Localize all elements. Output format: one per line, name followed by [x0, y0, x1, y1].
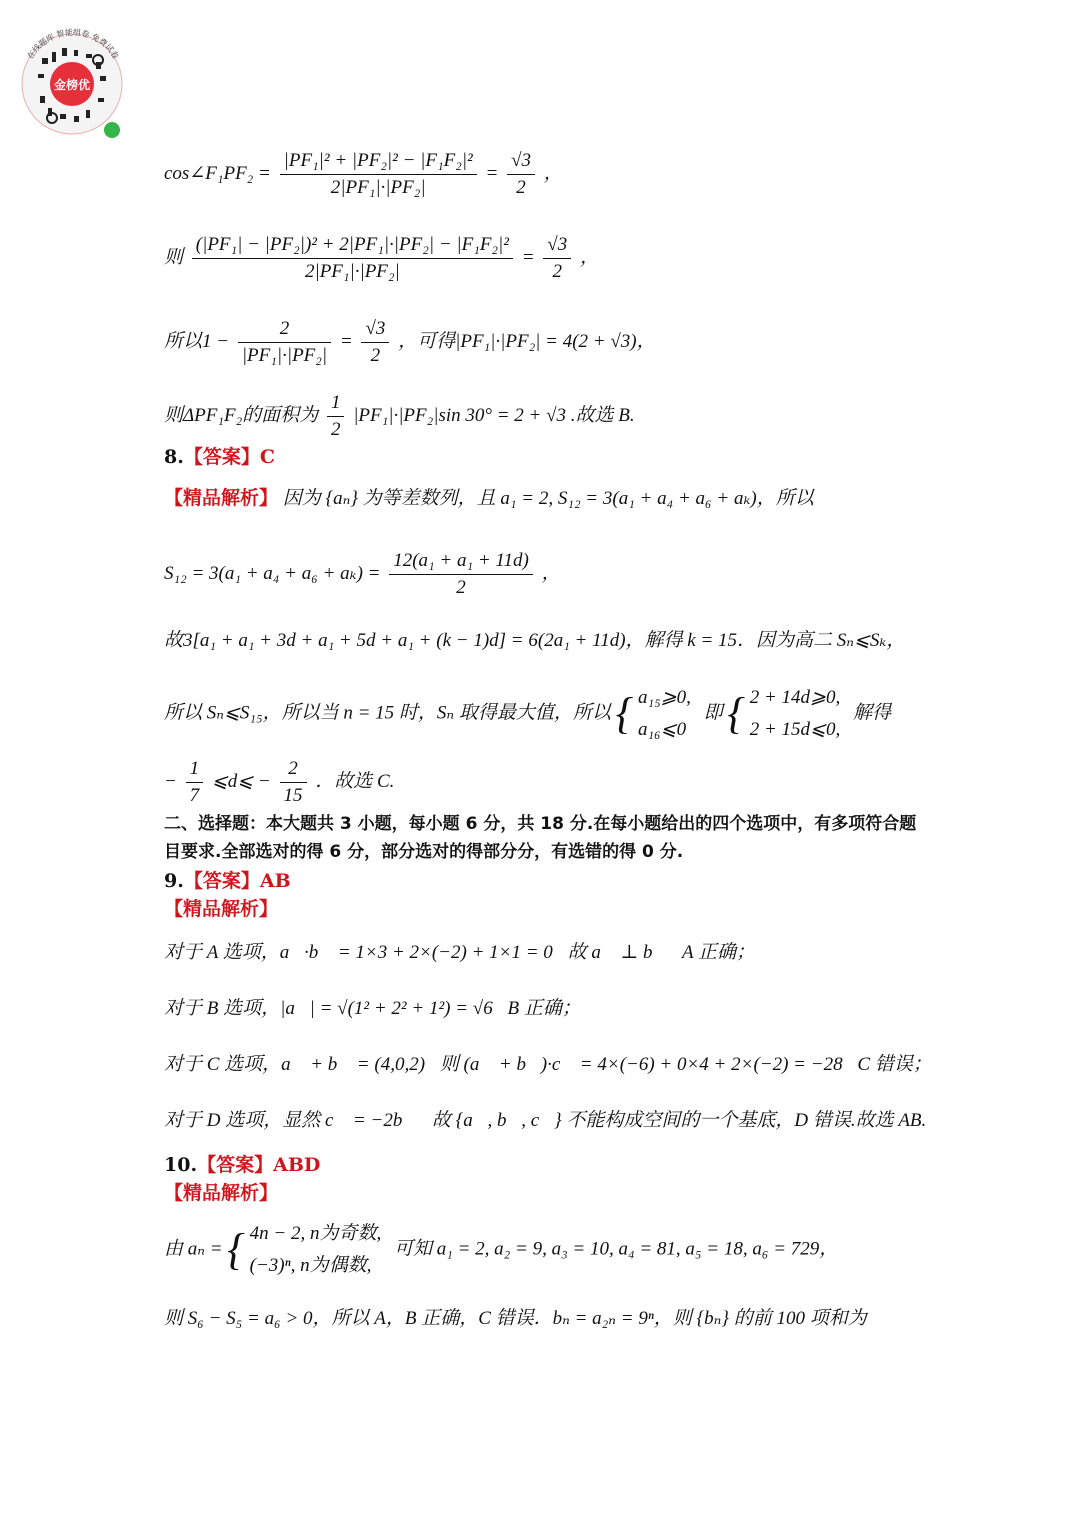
q9-option-c: 对于 C 选项，a⃗ + b⃗ = (4,0,2)，则 (a⃗ + b⃗)·c⃗ = 4×(−6) + 0×4 + 2×(−2) = −28，C 错误；: [164, 1054, 932, 1075]
q8-line5: − $\frac{1}{7}$ ⩽d⩽ − $\frac{2}{15}$ ．故选 C.: [164, 758, 395, 806]
q10-analysis-tag: 【精品解析】: [164, 1182, 279, 1204]
logo-arc-text: 在线题库 智能组卷 免费试卷: [25, 27, 121, 61]
cos-formula: cos∠F₁PF₂ = $\frac{\text{|PF₁|² + |PF₂|² − |F₁F₂|²}}{\text{2|PF₁|·|PF₂|}}$ = $\frac{√3}{2}$ ，: [164, 148, 924, 201]
q8-cases-1: a₁₅⩾0, a₁₆⩽0: [637, 687, 691, 740]
cos-lhs: cos∠F₁PF₂ =: [164, 162, 271, 184]
suoyi-formula: 所以1 − $\frac{2}{\text{|PF₁|·|PF₂|}}$ = $\frac{√3}{2}$ ，可得|PF₁|·|PF₂| = 4(2 + √3)，: [164, 318, 656, 366]
q9-option-d: 对于 D 选项，显然 c⃗ = −2b⃗，故 {a⃗, b⃗, c⃗} 不能构成空间的一个基底，D 错误.故选 AB.: [164, 1110, 927, 1131]
q9-option-a: 对于 A 选项，a⃗·b⃗ = 1×3 + 2×(−2) + 1×1 = 0，故 a⃗ ⊥ b⃗，A 正确；: [164, 942, 756, 963]
cos-fraction: $\frac{\text{|PF₁|² + |PF₂|² − |F₁F₂|²}}{\text{2|PF₁|·|PF₂|}}$: [280, 148, 477, 201]
q8-answer: 8.【答案】C: [164, 446, 275, 468]
qr-logo: [12, 18, 132, 140]
q10-answer: 10.【答案】ABD: [164, 1154, 321, 1176]
q8-line2: S₁₂ = 3(a₁ + a₄ + a₆ + aₖ) = $\frac{\text{12(a₁ + a₁ + 11d)}}{2}$ ，: [164, 550, 561, 598]
q10-piecewise: 由 aₙ = { 4n − 2, n为奇数, (−3)ⁿ, n为偶数, 可知 a₁ = 2, a₂ = 9, a₃ = 10, a₄ = 81, a₅ = 18, a₆ = 729，: [164, 1223, 839, 1276]
area-formula: 则ΔPF₁F₂的面积为 $\frac{1}{2}$ |PF₁|·|PF₂|sin 30° = 2 + √3 .故选 B.: [164, 392, 635, 440]
logo-center-text: 金榜优: [53, 78, 91, 92]
q10-last: 则 S₆ − S₅ = a₆ > 0，所以 A，B 正确，C 错误．bₙ = a₂ₙ = 9ⁿ，则 {bₙ} 的前 100 项和为: [164, 1308, 867, 1329]
q9-analysis-tag: 【精品解析】: [164, 898, 279, 920]
q8-line1: 【精品解析】 因为 {aₙ} 为等差数列，且 a₁ = 2, S₁₂ = 3(a₁ + a₄ + a₆ + aₖ)，所以: [164, 488, 814, 509]
q8-line4: 所以 Sₙ⩽S₁₅，所以当 n = 15 时，Sₙ 取得最大值，所以 { a₁₅⩾0, a₁₆⩽0 即 { 2 + 14d⩾0, 2 + 15d⩽0, 解得: [164, 682, 924, 746]
mini-program-icon: [104, 122, 120, 138]
section2-title: 二、选择题：本大题共 3 小题，每小题 6 分，共 18 分.在每小题给出的四个选项中，有多项符合题目要求.全部选对的得 6 分，部分选对的得部分分，有选错的得 0 分.: [164, 814, 917, 862]
q8-cases-2: 2 + 14d⩾0, 2 + 15d⩽0,: [749, 687, 841, 740]
q9-answer: 9.【答案】AB: [164, 870, 291, 892]
q8-line3: 故3[a₁ + a₁ + 3d + a₁ + 5d + a₁ + (k − 1)d] = 6(2a₁ + 11d)，解得 k = 15．因为高二 Sₙ⩽Sₖ，: [164, 630, 906, 651]
ze-formula: 则 $\frac{\text{(|PF₁| − |PF₂|)² + 2|PF₁|·|PF₂| − |F₁F₂|²}}{\text{2|PF₁|·|PF₂|}}$ = $\frac{√3}{2}$ ，: [164, 234, 599, 282]
q9-option-b: 对于 B 选项，|a⃗| = √(1² + 2² + 1²) = √6，B 正确；: [164, 998, 581, 1019]
